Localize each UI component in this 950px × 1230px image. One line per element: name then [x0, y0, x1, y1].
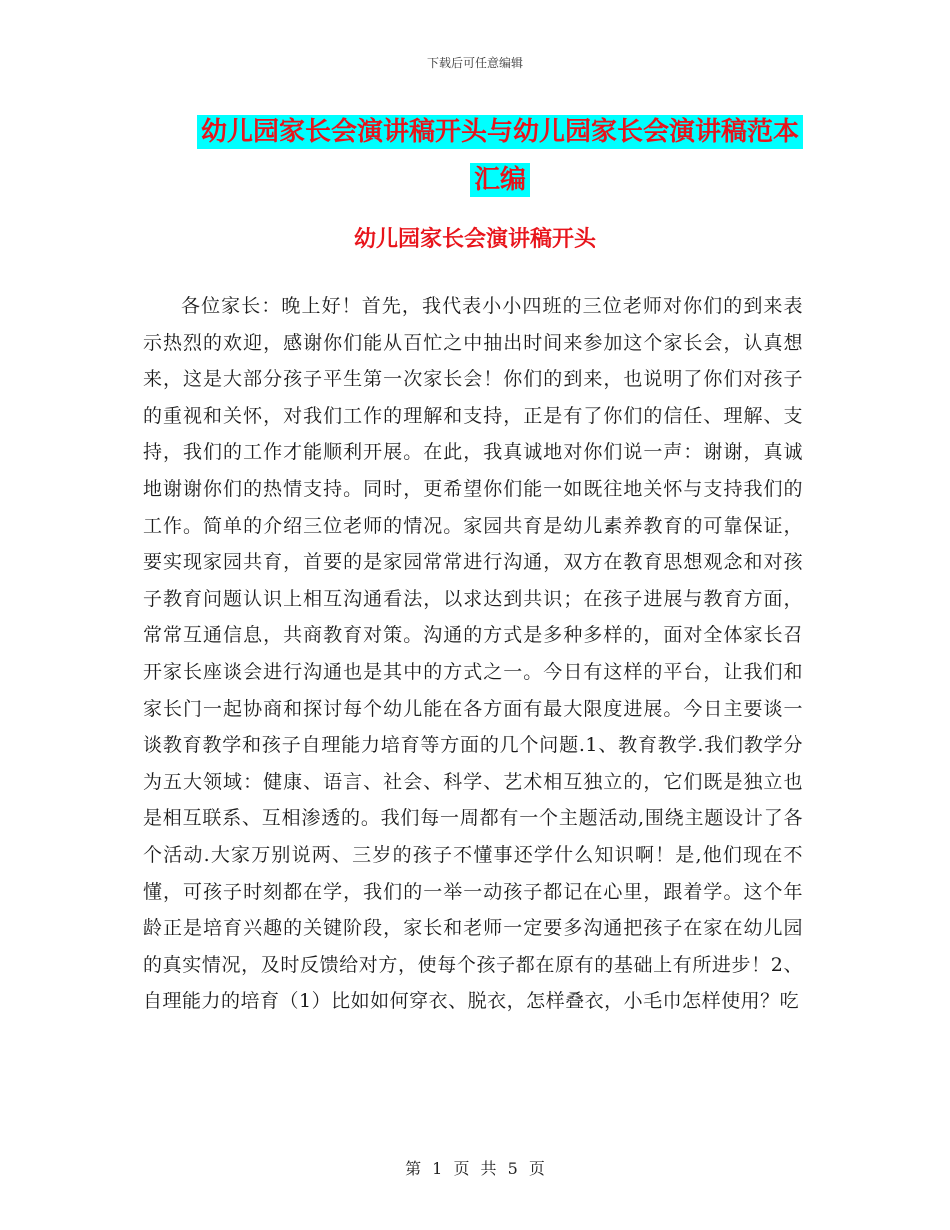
page-header-note: 下载后可任意编辑 [426, 56, 523, 70]
document-title-line1: 幼儿园家长会演讲稿开头与幼儿园家长会演讲稿范本 [197, 115, 803, 149]
document-title-line2: 汇编 [470, 163, 530, 197]
page-number-footer: 第 1 页 共 5 页 [405, 1159, 545, 1178]
body-paragraph: 各位家长：晚上好！首先，我代表小小四班的三位老师对你们的到来表示热烈的欢迎，感谢你们能从百忙之中抽出时间来参加这个家长会，认真想来，这是大部分孩子平生第一次家长会！你们的到来，也说明了你们对孩子的重视和关怀，对我们工作的理解和支持，正是有了你们的信任、理解、支持，我们的工作才能顺利开展。在此，我真诚地对你们说一声：谢谢，真诚地谢谢你们的热情支持。同时，更希望你们能一如既往地关怀与支持我们的工作。简单的介绍三位老师的情况。家园共育是幼儿素养教育的可靠保证，要实现家园共育，首要的是家园常常进行沟通，双方在教育思想观念和对孩子教育问题认识上相互沟通看法，以求达到共识；在孩子进展与教育方面，常常互通信息，共商教育对策。沟通的方式是多种多样的，面对全体家长召开家长座谈会进行沟通也是其中的方式之一。今日有这样的平台，让我们和家长门一起协商和探讨每个幼儿能在各方面有最大限度进展。今日主要谈一谈教育教学和孩子自理能力培育等方面的几个问题.1、教育教学.我们教学分为五大领域：健康、语言、社会、科学、艺术相互独立的，它们既是独立也是相互联系、互相渗透的。我们每一周都有一个主题活动,围绕主题设计了各个活动.大家万别说两、三岁的孩子不懂事还学什么知识啊！是,他们现在不懂，可孩子时刻都在学，我们的一举一动孩子都记在心里，跟着学。这个年龄正是培育兴趣的关键阶段，家长和老师一定要多沟通把孩子在家在幼儿园的真实情况，及时反馈给对方，使每个孩子都在原有的基础上有所进步！2、自理能力的培育（1）比如如何穿衣、脱衣，怎样叠衣，小毛巾怎样使用？吃 [143, 295, 803, 1013]
document-title [190, 108, 810, 204]
section-heading: 幼儿园家长会演讲稿开头 [353, 226, 596, 252]
